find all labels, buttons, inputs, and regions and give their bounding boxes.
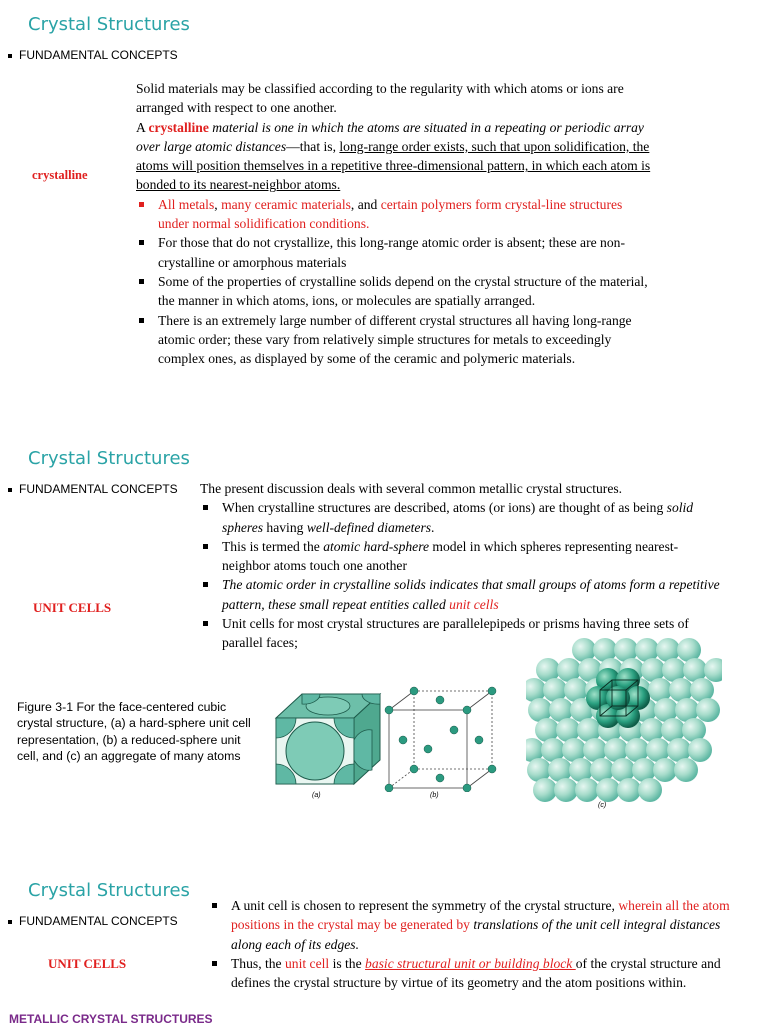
list-item: A unit cell is chosen to represent the symmetry of the crystal structure, wherein all the atom positions in the crystal may be generated by translations of the unit cell integral distances along each of its edges. [209, 896, 744, 954]
atom-sphere [704, 658, 722, 682]
atom-sphere [696, 698, 720, 722]
section3-concepts: FUNDAMENTAL CONCEPTS [8, 914, 178, 928]
section1-intro: Solid materials may be classified according to the regularity with which atoms or ions are arranged with respect to one another. [136, 81, 624, 116]
atom-sphere [674, 758, 698, 782]
atom-sphere [596, 778, 620, 802]
list-item: For those that do not crystallize, this long-range atomic order is absent; these are non-crystalline or amorphous materials [136, 233, 656, 272]
fcc-reduced-sphere-figure [384, 686, 498, 792]
metallic-crystal-structures-label: METALLIC CRYSTAL STRUCTURES [9, 1012, 213, 1026]
section1-bullets [136, 195, 656, 369]
section2-body [200, 479, 720, 653]
list-item: There is an extremely large number of different crystal structures all having long-range atomic order; these vary from relatively simple structures for metals to exceedingly complex ones, as displayed by some of the ceramic and polymeric materials. [136, 311, 656, 369]
fcc-aggregate-figure [526, 636, 722, 804]
list-item: Some of the properties of crystalline solids depend on the crystal structure of the material, the manner in which atoms, ions, or molecules are spatially arranged. [136, 272, 656, 311]
list-item: All metals, many ceramic materials, and certain polymers form crystal-line structures under normal solidification conditions. [136, 195, 656, 234]
atom-sphere [575, 778, 599, 802]
list-item: Unit cells for most crystal structures are parallelepipeds or prisms having three sets of parallel faces; [200, 614, 720, 653]
section2-intro: The present discussion deals with several common metallic crystal structures. [200, 481, 623, 496]
fig-label-b: (b) [430, 792, 439, 799]
section2-concepts: FUNDAMENTAL CONCEPTS [8, 482, 178, 496]
list-item: The atomic order in crystalline solids indicates that small groups of atoms form a repetitive pattern, these small repeat entities called unit cells [200, 575, 720, 614]
figure-caption: Figure 3-1 For the face-centered cubic crystal structure, (a) a hard-sphere unit cell representation, (b) a reduced-sphere unit cell, and (c) an aggregate of many atoms [17, 700, 251, 764]
section1-definition: A crystalline material is one in which the atoms are situated in a repeating or periodic array over large atomic distances—that is, long-range order exists, such that upon solidification, the atoms will position themselves in a repetitive three-dimensional pattern, in which each atom is bonded to its nearest-neighbor atoms. [136, 119, 651, 193]
atom-sphere [533, 778, 557, 802]
atom-sphere [554, 778, 578, 802]
section1-side-label: crystalline [32, 168, 88, 182]
atom-sphere [638, 778, 662, 802]
section1-body [136, 79, 656, 368]
fcc-hard-sphere-figure [272, 690, 384, 790]
section1-title: Crystal Structures [28, 14, 190, 35]
section2-bullets [200, 498, 720, 652]
fig-label-a: (a) [312, 792, 321, 799]
fig-label-c: (c) [598, 802, 607, 809]
atom-sphere [653, 758, 677, 782]
list-item: Thus, the unit cell is the basic structural unit or building block of the crystal structure and defines the crystal structure by virtue of its geometry and the atom positions within. [209, 954, 744, 993]
atom-sphere [617, 778, 641, 802]
section3-bullets [209, 896, 744, 992]
section1-concepts: FUNDAMENTAL CONCEPTS [8, 48, 178, 62]
section3-body [209, 896, 744, 992]
atom-sphere [688, 738, 712, 762]
section3-title: Crystal Structures [28, 880, 190, 901]
section3-side-label: UNIT CELLS [48, 956, 127, 971]
list-item: This is termed the atomic hard-sphere model in which spheres representing nearest-neighbor atoms touch one another [200, 537, 720, 576]
list-item: When crystalline structures are described, atoms (or ions) are thought of as being solid spheres having well-defined diameters. [200, 498, 720, 537]
section2-side-label: UNIT CELLS [33, 600, 112, 615]
section2-title: Crystal Structures [28, 448, 190, 469]
